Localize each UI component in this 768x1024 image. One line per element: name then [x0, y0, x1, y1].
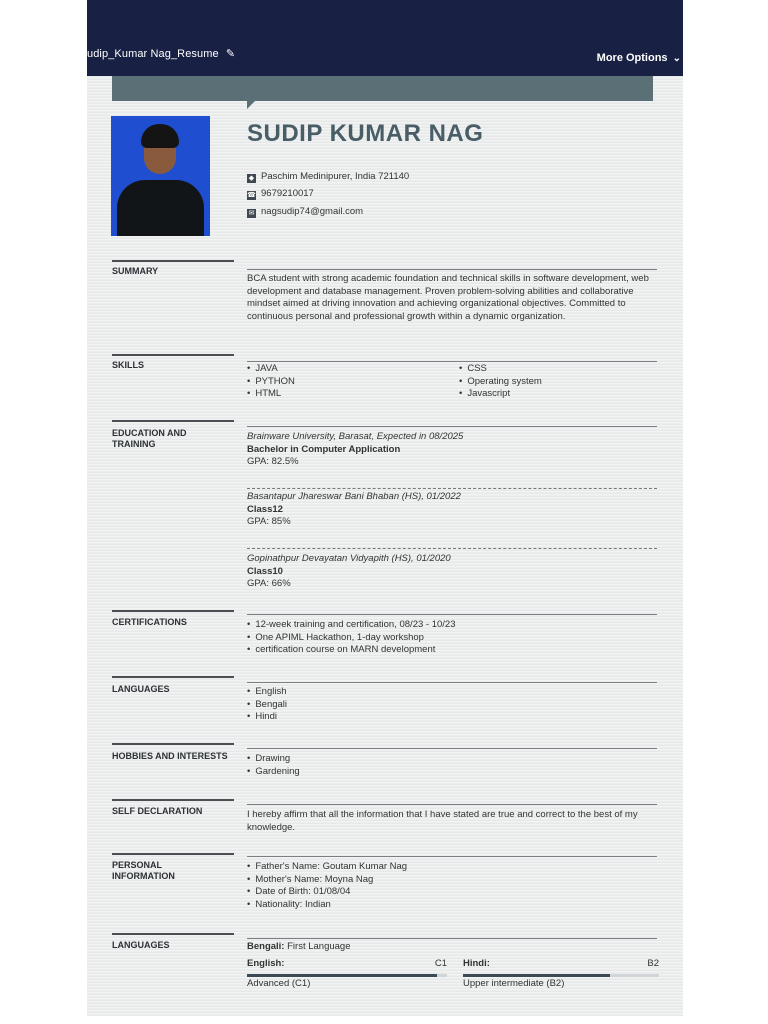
- languages-label: LANGUAGES: [112, 684, 170, 694]
- section-rule: [247, 361, 657, 362]
- hobbies-label: HOBBIES AND INTERESTS: [112, 751, 228, 761]
- location-icon: ◆: [248, 175, 255, 182]
- section-rule: [247, 748, 657, 749]
- personal-info-list: [247, 861, 657, 911]
- section-rule: [112, 354, 234, 356]
- document-title[interactable]: [87, 47, 235, 60]
- hindi-level-bar: [463, 974, 659, 977]
- hindi-level-fill: [463, 974, 610, 977]
- personal-info-item: • Mother's Name: Moyna Nag: [247, 874, 657, 887]
- languages-list: [247, 686, 657, 724]
- hobby-item: • Drawing: [247, 753, 657, 766]
- education-degree: Class12: [247, 503, 283, 515]
- section-rule: [247, 938, 657, 939]
- section-rule: [112, 743, 234, 745]
- personal-info-item: • Nationality: Indian: [247, 899, 657, 912]
- skill-item: • JAVA: [247, 363, 447, 376]
- resume-paper: [87, 76, 683, 1016]
- self-declaration-text: I hereby affirm that all the information that I have stated are true and correct to the best of my knowledge.: [247, 809, 638, 833]
- language-levels-label: LANGUAGES: [112, 940, 170, 950]
- certification-item: • One APIML Hackathon, 1-day workshop: [247, 632, 657, 645]
- section-rule: [112, 260, 234, 262]
- language-item: • Hindi: [247, 711, 657, 724]
- education-institution: Basantapur Jhareswar Bani Bhaban (HS), 01/2022: [247, 491, 461, 502]
- skill-item: • CSS: [459, 363, 649, 376]
- skills-list-col1: [247, 363, 447, 401]
- certifications-list: [247, 619, 657, 657]
- education-entry: [247, 553, 657, 591]
- personal-info-label: PERSONAL INFORMATION: [112, 860, 175, 881]
- summary-label: SUMMARY: [112, 266, 159, 276]
- education-gpa: GPA: 66%: [247, 578, 291, 589]
- language-item: • Bengali: [247, 699, 657, 712]
- skills-list-col2: [459, 363, 649, 401]
- profile-photo: [111, 116, 210, 236]
- education-gpa: GPA: 82.5%: [247, 456, 299, 467]
- native-language-desc: First Language: [287, 941, 351, 952]
- section-rule: [112, 676, 234, 678]
- candidate-name: SUDIP KUMAR NAG: [247, 120, 484, 147]
- certification-item: • certification course on MARN development: [247, 644, 657, 657]
- education-gpa: GPA: 85%: [247, 516, 291, 527]
- education-entry: [247, 431, 657, 469]
- certifications-label: CERTIFICATIONS: [112, 617, 187, 627]
- more-options-label: More Options: [596, 52, 668, 64]
- skill-item: • PYTHON: [247, 376, 447, 389]
- section-rule: [112, 420, 234, 422]
- skills-label: SKILLS: [112, 360, 145, 370]
- entry-divider: [247, 548, 657, 549]
- section-rule: [112, 610, 234, 612]
- english-desc: Advanced (C1): [247, 978, 311, 989]
- education-institution: Gopinathpur Devayatan Vidyapith (HS), 01/2020: [247, 553, 451, 564]
- native-language: [247, 941, 657, 954]
- app-screen: [87, 0, 683, 1016]
- address-text: Paschim Medinipurer, India 721140: [261, 171, 410, 182]
- section-rule: [247, 426, 657, 427]
- education-entry: [247, 491, 657, 529]
- education-degree: Bachelor in Computer Application: [247, 443, 401, 455]
- hindi-level: [463, 958, 659, 971]
- personal-info-item: • Date of Birth: 01/08/04: [247, 886, 657, 899]
- english-level: [247, 958, 447, 971]
- email-icon: ✉: [248, 210, 255, 217]
- english-level-fill: [247, 974, 437, 977]
- section-rule: [247, 804, 657, 805]
- phone-icon: ☎: [247, 192, 256, 199]
- edit-pencil-icon[interactable]: ✎: [225, 48, 236, 60]
- entry-divider: [247, 488, 657, 489]
- contact-address: [247, 171, 409, 183]
- language-item: • English: [247, 686, 657, 699]
- native-language-name: Bengali:: [247, 941, 285, 952]
- education-degree: Class10: [247, 565, 283, 577]
- skill-item: • Javascript: [459, 388, 649, 401]
- skill-item: • HTML: [247, 388, 447, 401]
- section-rule: [112, 933, 234, 935]
- header-band-notch: [247, 101, 263, 109]
- section-rule: [247, 682, 657, 683]
- section-rule: [112, 853, 234, 855]
- email-text: nagsudip74@gmail.com: [261, 206, 364, 217]
- section-rule: [247, 614, 657, 615]
- english-code: C1: [434, 958, 447, 969]
- section-rule: [247, 856, 657, 857]
- contact-email: [247, 206, 363, 218]
- hindi-desc: Upper intermediate (B2): [463, 978, 565, 989]
- english-name: English:: [247, 958, 285, 969]
- top-bar: [87, 0, 683, 76]
- hindi-code: B2: [647, 958, 659, 969]
- self-declaration-label: SELF DECLARATION: [112, 806, 203, 816]
- hobbies-list: [247, 753, 657, 778]
- section-rule: [247, 269, 657, 270]
- english-level-bar: [247, 974, 447, 977]
- hindi-name: Hindi:: [463, 958, 490, 969]
- header-band: [112, 76, 653, 101]
- summary-text: BCA student with strong academic foundation and technical skills in software development, web development and database management. Proven problem-solving abilities and collaborative mindset aimed at driving innovation and achieving organizational objectives. Committed to continuous personal and professional growth within a dynamic organization.: [247, 273, 649, 322]
- education-label: EDUCATION AND TRAINING: [112, 428, 187, 449]
- phone-text: 9679210017: [261, 188, 314, 199]
- personal-info-item: • Father's Name: Goutam Kumar Nag: [247, 861, 657, 874]
- hobby-item: • Gardening: [247, 766, 657, 779]
- skill-item: • Operating system: [459, 376, 649, 389]
- chevron-down-icon: ⌄: [672, 53, 681, 64]
- document-title-text: udip_Kumar Nag_Resume: [87, 48, 219, 60]
- contact-phone: [247, 188, 314, 200]
- certification-item: • 12-week training and certification, 08/23 - 10/23: [247, 619, 657, 632]
- education-institution: Brainware University, Barasat, Expected in 08/2025: [247, 431, 464, 442]
- section-rule: [112, 799, 234, 801]
- more-options-button[interactable]: [597, 52, 681, 64]
